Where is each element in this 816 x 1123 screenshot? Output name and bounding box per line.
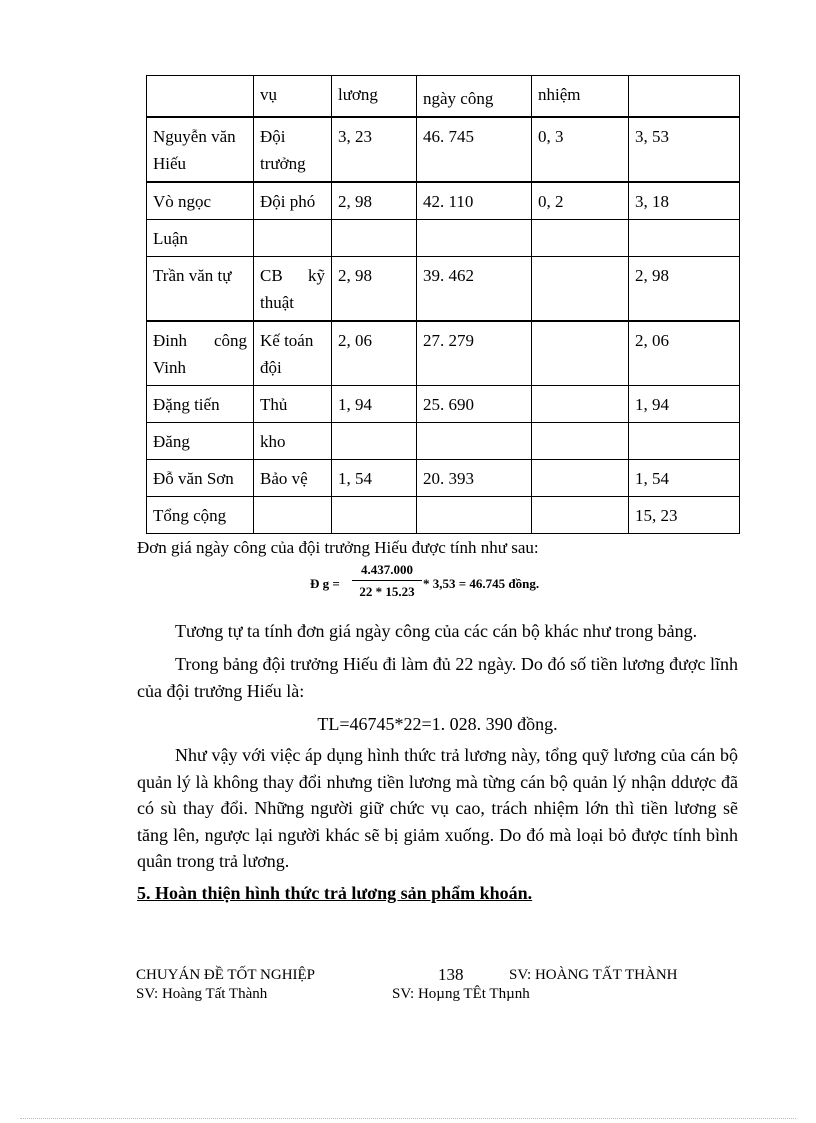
- paragraph: Trong bảng đội trưởng Hiếu đi làm đủ 22 ngày. Do đó số tiền lương được lĩnh của đội trưởng Hiếu là:: [137, 654, 738, 701]
- footer-left-title: CHUYÁN ĐỀ TỐT NGHIỆP: [136, 967, 316, 983]
- page-edge-divider: [20, 1118, 796, 1119]
- header-cell: [629, 76, 740, 118]
- wage-cell: 42. 110: [417, 182, 532, 220]
- name-cell: Đinh công Vinh: [147, 321, 254, 386]
- salary-table: [146, 75, 740, 534]
- name-cell: Tổng cộng: [147, 497, 254, 534]
- role-cell: [254, 220, 332, 257]
- resp-cell: [532, 423, 629, 460]
- header-cell: vụ: [254, 76, 332, 118]
- total-cell: 3, 53: [629, 117, 740, 182]
- resp-cell: [532, 497, 629, 534]
- total-cell: [629, 220, 740, 257]
- role-cell: Đội trưởng: [254, 117, 332, 182]
- paragraph: Như vậy với việc áp dụng hình thức trả lương này, tổng quỹ lương của cán bộ quản lý là không thay đổi nhưng tiền lương mà từng cán bộ quản lý nhận ddược đã có sù thay đổi. Những người giữ chức vụ cao, trách nhiệm lớn thì tiền lương sẽ tăng lên, ngược lại người khác sẽ bị giảm xuống. Do đó mà loại bỏ được tính bình quân trong trả lương.: [137, 745, 738, 871]
- role-cell: CB kỹ thuật: [254, 257, 332, 322]
- coef-cell: 2, 98: [332, 182, 417, 220]
- table-row: [147, 257, 740, 322]
- formula-lhs: Đ g =: [310, 576, 340, 591]
- wage-cell: [417, 497, 532, 534]
- name-cell: Luận: [147, 220, 254, 257]
- table-total-row: [147, 497, 740, 534]
- total-cell: [629, 423, 740, 460]
- formula-fraction: [352, 562, 422, 600]
- resp-cell: [532, 220, 629, 257]
- formula-denominator: 22 * 15.23: [359, 584, 415, 599]
- wage-cell: 39. 462: [417, 257, 532, 322]
- paragraph: Tương tự ta tính đơn giá ngày công của các cán bộ khác như trong bảng.: [175, 621, 698, 641]
- footer-page-number: 138: [438, 965, 464, 984]
- resp-cell: [532, 257, 629, 322]
- formula-rhs: * 3,53 = 46.745 đồng.: [423, 576, 540, 591]
- wage-cell: [417, 220, 532, 257]
- intro-text: Đơn giá ngày công của đội trưởng Hiếu được tính như sau:: [137, 538, 539, 557]
- name-cell: Vò ngọc: [147, 182, 254, 220]
- header-cell: ngày công: [417, 76, 532, 118]
- resp-cell: [532, 460, 629, 497]
- coef-cell: [332, 497, 417, 534]
- role-cell: Đội phó: [254, 182, 332, 220]
- total-cell: 3, 18: [629, 182, 740, 220]
- wage-cell: [417, 423, 532, 460]
- role-cell: [254, 497, 332, 534]
- role-cell: Bảo vệ: [254, 460, 332, 497]
- name-cell: Đỗ văn Sơn: [147, 460, 254, 497]
- total-cell: 15, 23: [629, 497, 740, 534]
- table-row: [147, 321, 740, 386]
- table-header-row: [147, 76, 740, 118]
- total-cell: 1, 54: [629, 460, 740, 497]
- footer-left-author: SV: Hoàng Tất Thành: [136, 986, 268, 1002]
- wage-cell: 46. 745: [417, 117, 532, 182]
- header-cell: [147, 76, 254, 118]
- resp-cell: 0, 3: [532, 117, 629, 182]
- header-cell: nhiệm: [532, 76, 629, 118]
- table-row: [147, 220, 740, 257]
- total-cell: 1, 94: [629, 386, 740, 423]
- name-cell: Nguyễn văn Hiếu: [147, 117, 254, 182]
- table-row: [147, 423, 740, 460]
- wage-cell: 25. 690: [417, 386, 532, 423]
- resp-cell: [532, 386, 629, 423]
- footer-right-title: SV: HOÀNG TẤT THÀNH: [509, 967, 678, 983]
- role-cell: Thủ: [254, 386, 332, 423]
- paragraph-equation: TL=46745*22=1. 028. 390 đồng.: [317, 714, 558, 734]
- header-cell: lương: [332, 76, 417, 118]
- coef-cell: 1, 94: [332, 386, 417, 423]
- coef-cell: 2, 98: [332, 257, 417, 322]
- table-row: [147, 460, 740, 497]
- formula-numerator: 4.437.000: [352, 562, 422, 581]
- footer-right-author: SV: Hoµng TÊt Thµnh: [392, 986, 530, 1002]
- resp-cell: 0, 2: [532, 182, 629, 220]
- name-cell: Trần văn tự: [147, 257, 254, 322]
- name-cell: Đặng tiến: [147, 386, 254, 423]
- coef-cell: [332, 220, 417, 257]
- coef-cell: [332, 423, 417, 460]
- coef-cell: 2, 06: [332, 321, 417, 386]
- resp-cell: [532, 321, 629, 386]
- role-cell: Kế toán đội: [254, 321, 332, 386]
- table-row: [147, 386, 740, 423]
- section-heading: 5. Hoàn thiện hình thức trả lương sản phẩm khoán.: [137, 883, 533, 903]
- coef-cell: 3, 23: [332, 117, 417, 182]
- role-cell: kho: [254, 423, 332, 460]
- table-row: [147, 117, 740, 182]
- wage-cell: 27. 279: [417, 321, 532, 386]
- coef-cell: 1, 54: [332, 460, 417, 497]
- total-cell: 2, 98: [629, 257, 740, 322]
- name-cell: Đăng: [147, 423, 254, 460]
- wage-cell: 20. 393: [417, 460, 532, 497]
- total-cell: 2, 06: [629, 321, 740, 386]
- table-row: [147, 182, 740, 220]
